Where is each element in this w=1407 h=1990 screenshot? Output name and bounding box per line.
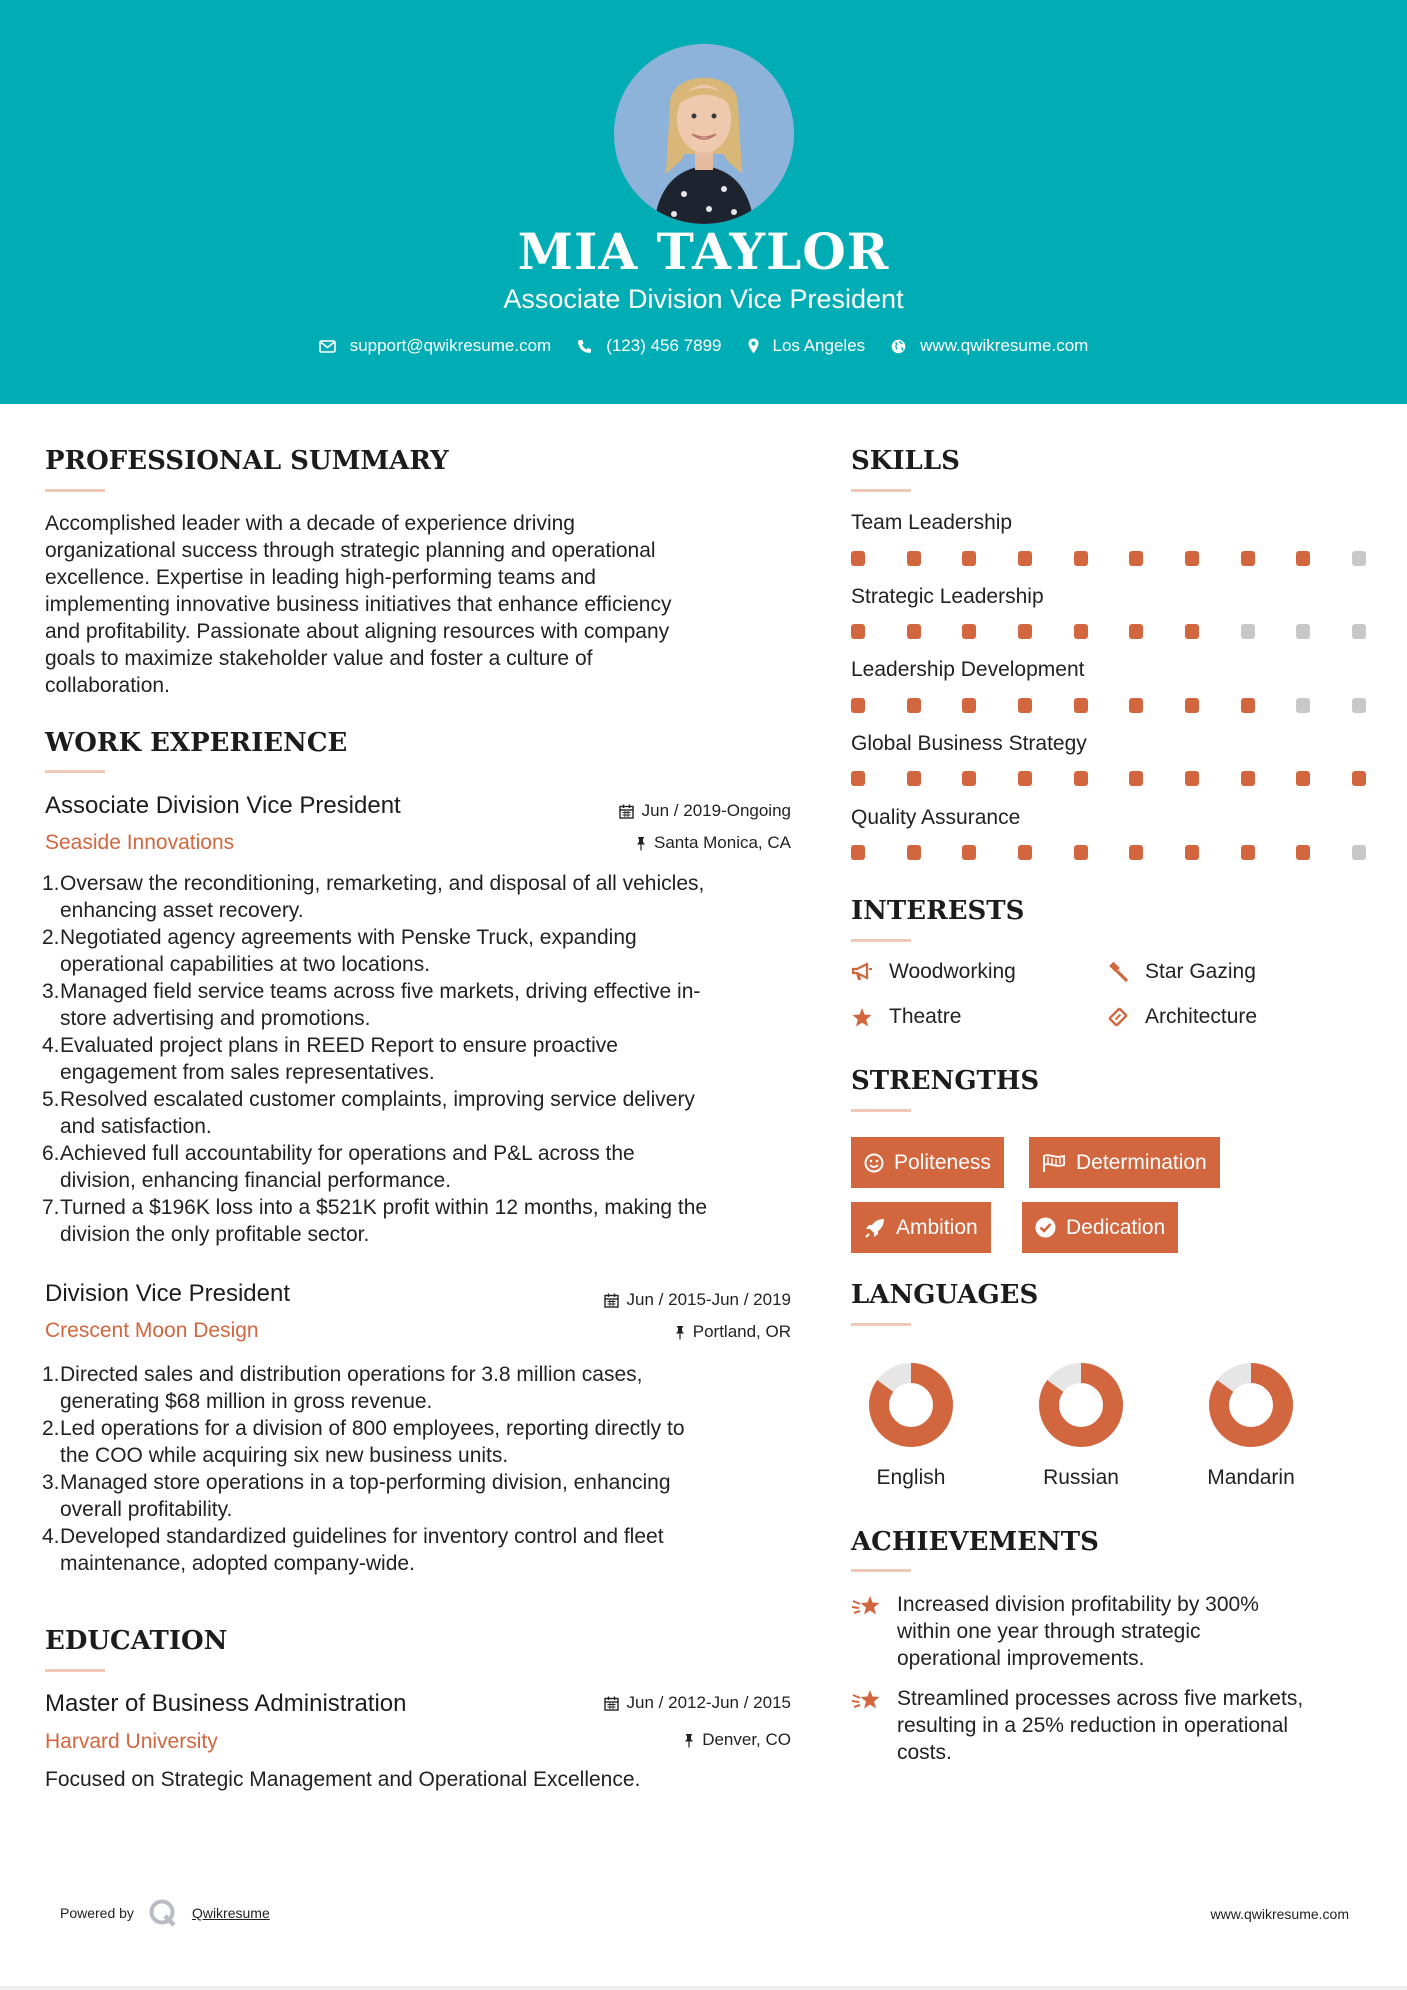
- contact-phone[interactable]: [577, 336, 721, 356]
- skill-dot-filled: [1185, 771, 1199, 786]
- skill-dot-filled: [962, 551, 976, 566]
- skill-dot-filled: [1241, 698, 1255, 713]
- skill-dot-filled: [1074, 698, 1088, 713]
- contact-email[interactable]: [319, 336, 552, 356]
- skill-rating: [851, 771, 1366, 786]
- strength-label: Dedication: [1066, 1215, 1166, 1239]
- calendar-icon: [604, 1293, 619, 1308]
- bullet-line: Oversaw the reconditioning, remarketing, and disposal of all vehicles,: [60, 872, 705, 895]
- job-dates-text: Jun / 2015-Jun / 2019: [626, 1290, 791, 1309]
- achievement-item: [851, 1591, 1351, 1672]
- achievement-line: Increased division profitability by 300%: [897, 1593, 1259, 1616]
- language-label: English: [876, 1466, 946, 1489]
- education-description: Focused on Strategic Management and Operational Excellence.: [45, 1768, 641, 1791]
- job-location-text: Portland, OR: [692, 1322, 791, 1341]
- calendar-icon: [604, 1696, 619, 1711]
- language-ring: [868, 1362, 954, 1448]
- envelope-icon: [319, 340, 336, 353]
- strength-tag: [851, 1137, 1004, 1188]
- list-item: 1. Oversaw the reconditioning, remarketing, and disposal of all vehicles, enhancing asset recovery.: [42, 872, 705, 922]
- contact-bar: [0, 336, 1407, 356]
- summary-line: excellence. Expertise in leading high-performing teams and: [45, 566, 596, 589]
- summary-heading: PROFESSIONAL SUMMARY: [45, 446, 449, 476]
- job-location: [531, 1322, 791, 1342]
- skill-dot-filled: [1296, 771, 1310, 786]
- skill-rating: [851, 845, 1366, 860]
- list-item: 2. Negotiated agency agreements with Penske Truck, expanding operational capabilities at two locations.: [42, 926, 637, 976]
- bullet-line: division the only profitable sector.: [60, 1223, 370, 1246]
- summary-line: and profitability. Passionate about aligning resources with company: [45, 620, 670, 643]
- skill-dot-filled: [851, 845, 865, 860]
- job-title: Division Vice President: [45, 1280, 291, 1307]
- skill-dot-empty: [1352, 624, 1366, 639]
- skill-dot-filled: [1074, 845, 1088, 860]
- bullet-line: generating $68 million in gross revenue.: [60, 1390, 433, 1413]
- education-location-text: Denver, CO: [702, 1730, 791, 1749]
- achievement-line: within one year through strategic: [897, 1620, 1201, 1643]
- bullet-line: and satisfaction.: [60, 1115, 212, 1138]
- school-name: Harvard University: [45, 1730, 218, 1753]
- email-text: support@qwikresume.com: [349, 336, 552, 355]
- rocket-icon: [864, 1217, 886, 1239]
- job-responsibilities: [42, 1361, 812, 1577]
- bullet-line: division, enhancing financial performance.: [60, 1169, 452, 1192]
- interest-item: [1107, 960, 1256, 984]
- skill-dot-filled: [1129, 551, 1143, 566]
- job-location: [531, 833, 791, 853]
- interest-item: [851, 1005, 961, 1029]
- skill-dot-filled: [907, 698, 921, 713]
- skill-dot-filled: [907, 624, 921, 639]
- bullet-line: Managed store operations in a top-performing division, enhancing: [60, 1471, 671, 1494]
- language-ring: [1208, 1362, 1294, 1448]
- skill-dot-empty: [1352, 698, 1366, 713]
- bullet-line: Developed standardized guidelines for inventory control and fleet: [60, 1525, 664, 1548]
- interest-label: Architecture: [1145, 1005, 1258, 1028]
- job-location-text: Santa Monica, CA: [653, 833, 791, 852]
- skill-dot-filled: [962, 624, 976, 639]
- interest-item: [1107, 1005, 1257, 1029]
- interest-item: [851, 960, 1016, 984]
- skill-dot-filled: [1074, 624, 1088, 639]
- skill-dot-filled: [1241, 551, 1255, 566]
- skill-name: Quality Assurance: [851, 806, 1021, 829]
- skill-dot-filled: [962, 771, 976, 786]
- job-dates: [531, 801, 791, 821]
- language-ring: [1038, 1362, 1124, 1448]
- skill-dot-filled: [851, 624, 865, 639]
- skill-name: Global Business Strategy: [851, 732, 1087, 755]
- skill-dot-filled: [1296, 551, 1310, 566]
- calendar-icon: [619, 804, 634, 819]
- strength-tag: [1022, 1202, 1178, 1253]
- achievements-heading-rule: [851, 1569, 911, 1572]
- summary-line: goals to maximize stakeholder value and foster a culture of: [45, 647, 593, 670]
- skill-dot-filled: [907, 845, 921, 860]
- achievement-line: resulting in a 25% reduction in operational: [897, 1714, 1289, 1737]
- skill-dot-filled: [1018, 551, 1032, 566]
- skill-rating: [851, 698, 1366, 713]
- skill-rating: [851, 624, 1366, 639]
- pin-icon: [636, 836, 646, 851]
- skill-dot-filled: [907, 771, 921, 786]
- job-dates-text: Jun / 2019-Ongoing: [641, 801, 791, 820]
- summary-line: Accomplished leader with a decade of experience driving: [45, 512, 575, 535]
- skill-dot-filled: [1129, 771, 1143, 786]
- skill-dot-empty: [1352, 845, 1366, 860]
- gavel-icon: [1107, 961, 1129, 983]
- skill-dot-filled: [1296, 845, 1310, 860]
- bullet-line: enhancing asset recovery.: [60, 899, 304, 922]
- skill-dot-filled: [962, 698, 976, 713]
- languages-heading: LANGUAGES: [851, 1280, 1039, 1310]
- skills-heading: SKILLS: [851, 446, 960, 476]
- powered-by-text: Powered by: [60, 1905, 134, 1921]
- skill-dot-filled: [962, 845, 976, 860]
- experience-heading: WORK EXPERIENCE: [45, 728, 348, 758]
- strength-tag: [851, 1202, 991, 1253]
- location-text: Los Angeles: [772, 336, 866, 355]
- skill-dot-filled: [1074, 551, 1088, 566]
- skill-dot-filled: [1352, 771, 1366, 786]
- skill-dot-filled: [1241, 845, 1255, 860]
- degree-title: Master of Business Administration: [45, 1690, 407, 1717]
- bullet-line: maintenance, adopted company-wide.: [60, 1552, 415, 1575]
- list-item: 5. Resolved escalated customer complaints, improving service delivery and satisfaction.: [42, 1088, 695, 1138]
- list-item: 3. Managed store operations in a top-performing division, enhancing overall profitability.: [42, 1471, 671, 1521]
- page-bottom-edge: [0, 1986, 1407, 1990]
- bullet-line: store advertising and promotions.: [60, 1007, 371, 1030]
- qwikresume-logo-icon: [148, 1898, 178, 1928]
- skill-dot-filled: [1018, 771, 1032, 786]
- pin-icon: [675, 1325, 685, 1340]
- skills-heading-rule: [851, 489, 911, 492]
- list-item: 7. Turned a $196K loss into a $521K profit within 12 months, making the division the only profitable sector.: [42, 1196, 708, 1246]
- skill-dot-filled: [1074, 771, 1088, 786]
- interests-heading: INTERESTS: [851, 896, 1025, 926]
- skill-dot-filled: [1185, 845, 1199, 860]
- skill-dot-filled: [851, 698, 865, 713]
- contact-location: [748, 336, 866, 356]
- skill-name: Strategic Leadership: [851, 585, 1044, 608]
- bullet-line: the COO while acquiring six new business units.: [60, 1444, 509, 1467]
- job-responsibilities: [42, 870, 812, 1248]
- strengths-heading: STRENGTHS: [851, 1066, 1040, 1096]
- strength-label: Determination: [1076, 1150, 1207, 1174]
- achievement-item: [851, 1685, 1351, 1766]
- bullet-line: Achieved full accountability for operations and P&L across the: [60, 1142, 635, 1165]
- interest-label: Woodworking: [889, 960, 1016, 983]
- strength-label: Ambition: [896, 1215, 978, 1239]
- language-label: Russian: [1043, 1466, 1119, 1489]
- interests-heading-rule: [851, 939, 911, 942]
- bullet-line: engagement from sales representatives.: [60, 1061, 435, 1084]
- phone-icon: [577, 339, 592, 354]
- brand-link[interactable]: Qwikresume: [191, 1905, 270, 1921]
- bullet-line: operational capabilities at two locations.: [60, 953, 431, 976]
- skill-dot-filled: [851, 771, 865, 786]
- website-text: www.qwikresume.com: [920, 336, 1089, 355]
- bullet-line: Negotiated agency agreements with Penske Truck, expanding: [60, 926, 637, 949]
- skill-dot-filled: [1185, 624, 1199, 639]
- summary-line: collaboration.: [45, 674, 170, 697]
- achievement-text: [897, 1685, 1303, 1766]
- achievements-heading: ACHIEVEMENTS: [851, 1527, 1099, 1557]
- smile-icon: [864, 1153, 884, 1173]
- bullet-line: Managed field service teams across five markets, driving effective in-: [60, 980, 701, 1003]
- achievement-text: [897, 1591, 1259, 1672]
- candidate-role: Associate Division Vice President: [503, 284, 904, 314]
- map-marker-icon: [748, 338, 759, 354]
- interest-label: Star Gazing: [1145, 960, 1256, 983]
- strength-label: Politeness: [894, 1150, 991, 1174]
- skill-dot-filled: [851, 551, 865, 566]
- list-item: 3. Managed field service teams across five markets, driving effective in- store advertising and promotions.: [42, 980, 701, 1030]
- skill-dot-empty: [1352, 551, 1366, 566]
- education-heading-rule: [45, 1669, 105, 1672]
- skill-dot-filled: [1018, 698, 1032, 713]
- flag-icon: [1042, 1153, 1066, 1173]
- bullet-line: Directed sales and distribution operations for 3.8 million cases,: [60, 1363, 643, 1386]
- achievement-line: operational improvements.: [897, 1647, 1145, 1670]
- list-item: 1. Directed sales and distribution operations for 3.8 million cases, generating $68 million in gross revenue.: [42, 1363, 643, 1413]
- list-item: 4. Evaluated project plans in REED Report to ensure proactive engagement from sales representatives.: [42, 1034, 618, 1084]
- bullet-line: overall profitability.: [60, 1498, 233, 1521]
- company-name: Seaside Innovations: [45, 831, 235, 854]
- education-location: [531, 1730, 791, 1750]
- summary-line: organizational success through strategic planning and operational: [45, 539, 656, 562]
- skill-dot-filled: [1018, 624, 1032, 639]
- strengths-heading-rule: [851, 1109, 911, 1112]
- list-item: 6. Achieved full accountability for operations and P&L across the division, enhancing financial performance.: [42, 1142, 635, 1192]
- skill-dot-filled: [1129, 845, 1143, 860]
- skill-dot-empty: [1296, 624, 1310, 639]
- bullet-line: Resolved escalated customer complaints, improving service delivery: [60, 1088, 695, 1111]
- skill-rating: [851, 551, 1366, 566]
- skill-dot-filled: [1185, 551, 1199, 566]
- footer-website[interactable]: www.qwikresume.com: [1210, 1906, 1349, 1922]
- resume-header: [0, 0, 1407, 404]
- summary-line: implementing innovative business initiatives that enhance efficiency: [45, 593, 672, 616]
- achievement-line: costs.: [897, 1741, 952, 1764]
- bullet-line: Evaluated project plans in REED Report to ensure proactive: [60, 1034, 618, 1057]
- pin-icon: [684, 1733, 694, 1748]
- skill-name: Team Leadership: [851, 511, 1013, 534]
- interest-label: Theatre: [889, 1005, 962, 1028]
- shooting-star-icon: [851, 1593, 883, 1621]
- skill-dot-filled: [907, 551, 921, 566]
- bullet-line: Led operations for a division of 800 employees, reporting directly to: [60, 1417, 685, 1440]
- skill-dot-empty: [1296, 698, 1310, 713]
- list-item: 4. Developed standardized guidelines for inventory control and fleet maintenance, adopted company-wide.: [42, 1525, 664, 1575]
- education-dates: [531, 1693, 791, 1713]
- shooting-star-icon: [851, 1687, 883, 1715]
- list-item: 2. Led operations for a division of 800 employees, reporting directly to the COO while acquiring six new business units.: [42, 1417, 685, 1467]
- language-label: Mandarin: [1207, 1466, 1295, 1489]
- skill-dot-filled: [1241, 771, 1255, 786]
- skill-dot-filled: [1018, 845, 1032, 860]
- skill-name: Leadership Development: [851, 658, 1085, 681]
- strength-tag: [1029, 1137, 1220, 1188]
- skill-dot-filled: [1129, 698, 1143, 713]
- candidate-name: MIA TAYLOR: [517, 222, 890, 281]
- job-title: Associate Division Vice President: [45, 792, 401, 819]
- star-icon: [851, 1007, 873, 1028]
- contact-website[interactable]: [891, 336, 1088, 356]
- achievement-line: Streamlined processes across five markets,: [897, 1687, 1304, 1710]
- education-dates-text: Jun / 2012-Jun / 2015: [626, 1693, 791, 1712]
- languages-heading-rule: [851, 1323, 911, 1326]
- globe-icon: [891, 339, 906, 354]
- company-name: Crescent Moon Design: [45, 1319, 259, 1342]
- skill-dot-empty: [1241, 624, 1255, 639]
- ticket-icon: [1107, 1006, 1129, 1028]
- job-dates: [531, 1290, 791, 1310]
- summary-text: [45, 510, 805, 699]
- phone-text: (123) 456 7899: [606, 336, 722, 355]
- footer-powered-by: [60, 1898, 270, 1928]
- education-heading: EDUCATION: [45, 1626, 228, 1656]
- skill-dot-filled: [1129, 624, 1143, 639]
- bullet-line: Turned a $196K loss into a $521K profit within 12 months, making the: [60, 1196, 708, 1219]
- profile-photo-illustration: [614, 44, 794, 224]
- experience-heading-rule: [45, 770, 105, 773]
- summary-heading-rule: [45, 489, 105, 492]
- check-circle-icon: [1035, 1217, 1056, 1238]
- skill-dot-filled: [1185, 698, 1199, 713]
- megaphone-icon: [851, 962, 873, 982]
- profile-photo: [614, 44, 794, 224]
